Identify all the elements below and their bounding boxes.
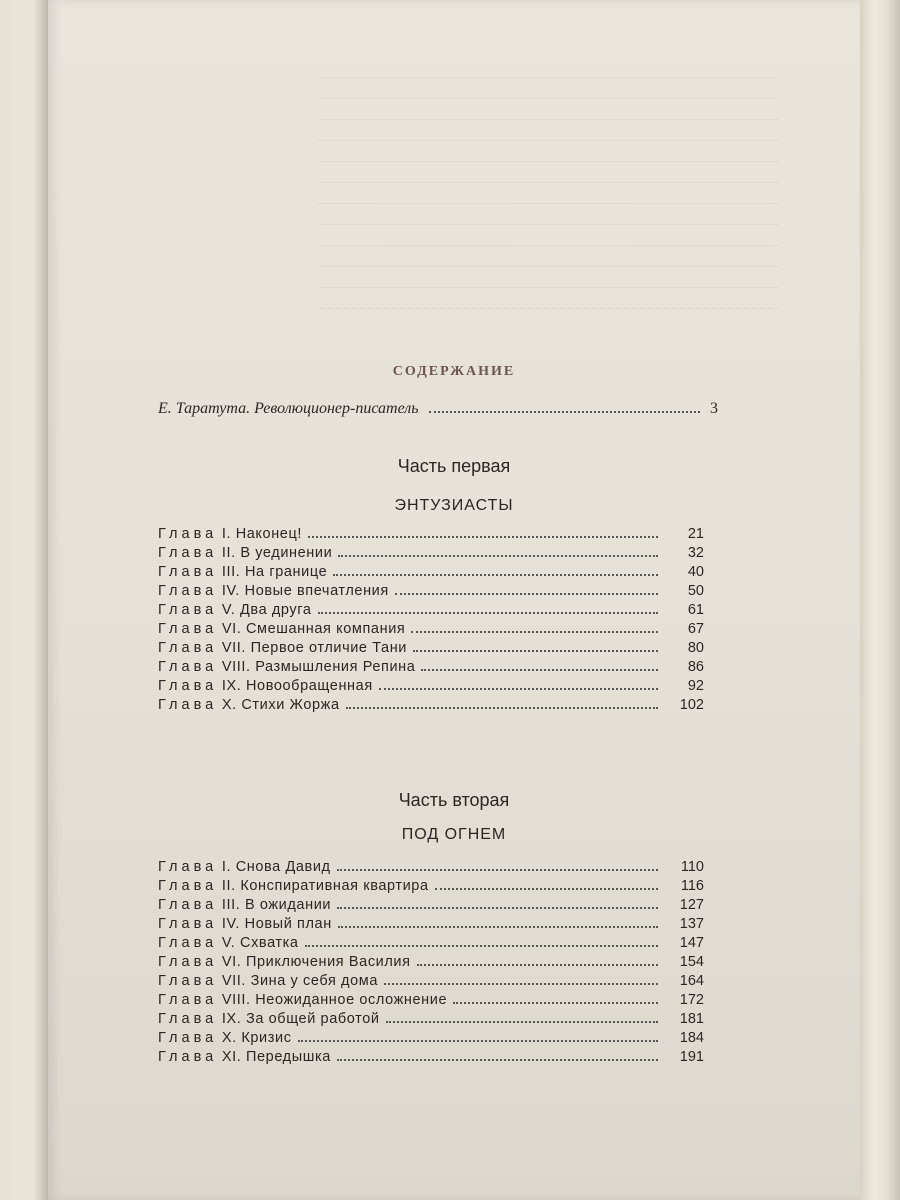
toc-entry (158, 563, 704, 582)
chapter-title: X. Стихи Жоржа (221, 697, 340, 713)
leader-dots (421, 669, 658, 671)
leader-dots (337, 907, 658, 909)
leader-dots (429, 411, 700, 413)
chapter-prefix: Глава (158, 935, 218, 951)
page-number: 80 (687, 640, 704, 656)
right-page-edge (860, 0, 900, 1200)
left-page-edge (0, 0, 48, 1200)
leader-dots (298, 1040, 658, 1042)
intro-page: 3 (710, 400, 718, 417)
chapter-prefix: Глава (158, 659, 218, 675)
chapter-label (158, 896, 331, 915)
chapter-prefix: Глава (158, 973, 218, 989)
leader-dots (305, 945, 658, 947)
intro-label: Е. Таратута. Революционер-писатель (158, 400, 419, 417)
chapter-label (158, 582, 389, 601)
chapter-prefix: Глава (158, 678, 218, 694)
leader-dots (417, 964, 658, 966)
chapter-title: X. Кризис (221, 1030, 292, 1046)
toc-entry (158, 544, 704, 563)
chapter-label (158, 639, 407, 658)
chapter-label (158, 1010, 380, 1029)
chapter-prefix: Глава (158, 526, 218, 542)
part-two-chapter-list (158, 858, 704, 1067)
chapter-prefix: Глава (158, 583, 218, 599)
leader-dots (318, 612, 658, 614)
leader-dots (308, 536, 658, 538)
page-number: 181 (679, 1011, 704, 1027)
toc-entry (158, 677, 704, 696)
page-number: 191 (679, 1049, 704, 1065)
chapter-label (158, 934, 299, 953)
part-one-section-title: ЭНТУЗИАСТЫ (394, 497, 514, 514)
leader-dots (338, 555, 658, 557)
chapter-label (158, 858, 331, 877)
chapter-title: VI. Приключения Василия (221, 954, 411, 970)
chapter-title: III. В ожидании (221, 897, 332, 913)
part-two-label: Часть вторая (398, 790, 510, 810)
toc-entry (158, 953, 704, 972)
chapter-prefix: Глава (158, 954, 218, 970)
leader-dots (453, 1002, 658, 1004)
chapter-prefix: Глава (158, 1011, 218, 1027)
chapter-label (158, 877, 429, 896)
toc-entry (158, 620, 704, 639)
page-number: 86 (687, 659, 704, 675)
leader-dots (386, 1021, 658, 1023)
page-number: 127 (679, 897, 704, 913)
leader-dots (413, 650, 658, 652)
toc-entry (158, 696, 704, 715)
chapter-prefix: Глава (158, 602, 218, 618)
toc-entry (158, 877, 704, 896)
page-number: 147 (679, 935, 704, 951)
chapter-title: VIII. Размышления Репина (221, 659, 416, 675)
leader-dots (379, 688, 658, 690)
toc-entry (158, 639, 704, 658)
toc-entry (158, 858, 704, 877)
chapter-label (158, 563, 327, 582)
chapter-prefix: Глава (158, 564, 218, 580)
leader-dots (337, 1059, 658, 1061)
page-number: 184 (679, 1030, 704, 1046)
chapter-prefix: Глава (158, 1030, 218, 1046)
bleed-through-text (318, 60, 778, 320)
page-number: 110 (680, 859, 704, 875)
leader-dots (411, 631, 658, 633)
chapter-label (158, 696, 340, 715)
toc-entry (158, 1029, 704, 1048)
toc-entry (158, 991, 704, 1010)
page-number: 32 (687, 545, 704, 561)
page-number: 50 (687, 583, 704, 599)
part-one-label: Часть первая (397, 456, 511, 476)
page-number: 116 (680, 878, 704, 894)
chapter-title: VIII. Неожиданное осложнение (221, 992, 448, 1008)
chapter-prefix: Глава (158, 697, 218, 713)
page-number: 40 (687, 564, 704, 580)
chapter-title: V. Схватка (221, 935, 299, 951)
chapter-prefix: Глава (158, 897, 218, 913)
chapter-title: XI. Передышка (221, 1049, 331, 1065)
chapter-title: VII. Зина у себя дома (221, 973, 379, 989)
chapter-title: IX. Новообращенная (221, 678, 373, 694)
chapter-title: V. Два друга (221, 602, 312, 618)
chapter-label (158, 991, 447, 1010)
chapter-title: I. Наконец! (221, 526, 303, 542)
toc-entry (158, 1010, 704, 1029)
chapter-title: III. На границе (221, 564, 328, 580)
page-number: 172 (679, 992, 704, 1008)
leader-dots (346, 707, 658, 709)
chapter-prefix: Глава (158, 621, 218, 637)
chapter-title: VII. Первое отличие Тани (221, 640, 407, 656)
toc-entry (158, 972, 704, 991)
part-two-section-title: ПОД ОГНЕМ (401, 826, 507, 843)
chapter-label (158, 915, 332, 934)
chapter-title: IV. Новый план (221, 916, 332, 932)
chapter-label (158, 677, 373, 696)
chapter-title: IX. За общей работой (221, 1011, 380, 1027)
leader-dots (395, 593, 658, 595)
leader-dots (337, 869, 658, 871)
book-page (48, 0, 860, 1200)
toc-entry (158, 1048, 704, 1067)
page-number: 21 (687, 526, 704, 542)
chapter-prefix: Глава (158, 1049, 218, 1065)
toc-entry (158, 525, 704, 544)
chapter-prefix: Глава (158, 859, 218, 875)
chapter-title: II. В уединении (221, 545, 333, 561)
chapter-prefix: Глава (158, 992, 218, 1008)
chapter-label (158, 972, 378, 991)
page-number: 102 (679, 697, 704, 713)
chapter-prefix: Глава (158, 878, 218, 894)
chapter-title: I. Снова Давид (221, 859, 331, 875)
leader-dots (435, 888, 658, 890)
chapter-label (158, 525, 302, 544)
chapter-prefix: Глава (158, 916, 218, 932)
chapter-title: II. Конспиративная квартира (221, 878, 429, 894)
contents-title: СОДЕРЖАНИЕ (392, 364, 516, 379)
leader-dots (333, 574, 658, 576)
toc-entry (158, 915, 704, 934)
toc-entry (158, 601, 704, 620)
page-number: 154 (679, 954, 704, 970)
chapter-prefix: Глава (158, 640, 218, 656)
chapter-label (158, 1048, 331, 1067)
page-number: 92 (687, 678, 704, 694)
toc-entry (158, 582, 704, 601)
chapter-prefix: Глава (158, 545, 218, 561)
page-number: 137 (679, 916, 704, 932)
chapter-label (158, 620, 405, 639)
chapter-title: VI. Смешанная компания (221, 621, 406, 637)
intro-entry (158, 400, 718, 418)
part-one-chapter-list (158, 525, 704, 715)
chapter-label (158, 601, 312, 620)
leader-dots (338, 926, 658, 928)
toc-entry (158, 896, 704, 915)
chapter-label (158, 658, 415, 677)
chapter-label (158, 1029, 292, 1048)
page-number: 164 (679, 973, 704, 989)
chapter-label (158, 544, 332, 563)
chapter-title: IV. Новые впечатления (221, 583, 389, 599)
page-number: 61 (687, 602, 704, 618)
page-number: 67 (687, 621, 704, 637)
toc-entry (158, 934, 704, 953)
chapter-label (158, 953, 411, 972)
leader-dots (384, 983, 658, 985)
toc-entry (158, 658, 704, 677)
